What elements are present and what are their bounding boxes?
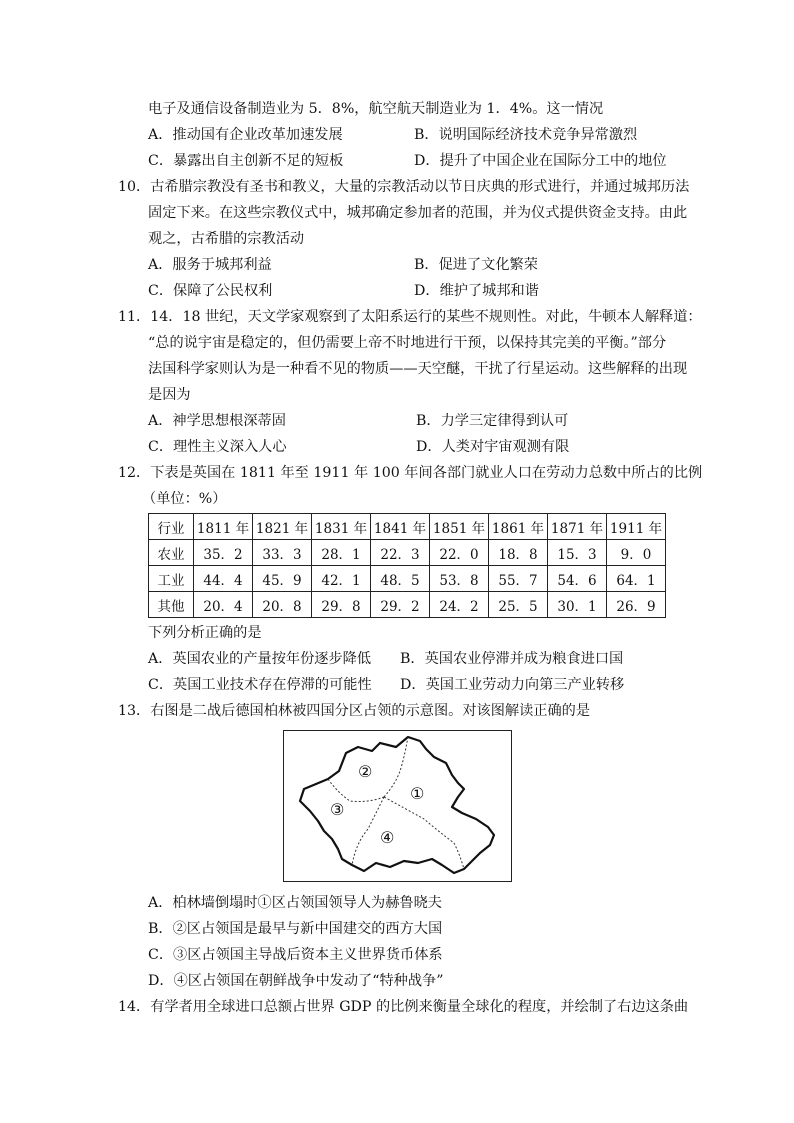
q11-stem-line-1: 11．14．18 世纪，天文学家观察到了太阳系运行的某些不规则性。对此，牛顿本人解释道： [118, 309, 702, 325]
q12-after-table-line: 下列分析正确的是 [148, 625, 262, 641]
q12-option-d: D．英国工业劳动力向第三产业转移 [400, 677, 625, 693]
q12-option-b: B．英国农业停滞并成为粮食进口国 [400, 651, 624, 667]
table-cell: 15．3 [548, 540, 607, 566]
q10-option-d: D．维护了城邦和谐 [414, 283, 539, 299]
table-header-cell: 1831 年 [312, 514, 371, 540]
table-cell: 48．5 [371, 566, 430, 592]
table-cell: 22．3 [371, 540, 430, 566]
table-cell: 45．9 [253, 566, 312, 592]
table-header-cell: 1841 年 [371, 514, 430, 540]
q9-option-b: B．说明国际经济技术竞争异常激烈 [414, 127, 638, 143]
table-cell: 29．2 [371, 592, 430, 618]
table-cell: 26．9 [607, 592, 666, 618]
table-row [149, 540, 666, 566]
table-cell: 53．8 [430, 566, 489, 592]
table-header-cell: 1871 年 [548, 514, 607, 540]
q11-stem-line-4: 是因为 [148, 387, 191, 403]
table-cell: 工业 [149, 566, 194, 592]
q12-stem-line-1: 12．下表是英国在 1811 年至 1911 年 100 年间各部门就业人口在劳动力总数中所占的比例 [118, 465, 703, 481]
table-cell: 35．2 [194, 540, 253, 566]
sector-label-4: ④ [380, 828, 395, 847]
table-row [149, 592, 666, 618]
q10-option-a: A．服务于城邦利益 [148, 257, 272, 273]
table-header-cell: 1861 年 [489, 514, 548, 540]
q9-option-d: D．提升了中国企业在国际分工中的地位 [414, 153, 667, 169]
table-header-row [149, 514, 666, 540]
q9-continuation-line: 电子及通信设备制造业为 5．8%，航空航天制造业为 1．4%。这一情况 [148, 101, 604, 117]
q10-option-b: B．促进了文化繁荣 [414, 257, 538, 273]
q9-option-c: C．暴露出自主创新不足的短板 [148, 153, 344, 169]
table-row [149, 566, 666, 592]
table-cell: 44．4 [194, 566, 253, 592]
q13-stem-line: 13．右图是二战后德国柏林被四国分区占领的示意图。对该图解读正确的是 [118, 703, 591, 719]
q9-option-a: A．推动国有企业改革加速发展 [148, 127, 343, 143]
table-cell: 22．0 [430, 540, 489, 566]
table-cell: 20．4 [194, 592, 253, 618]
q11-option-b: B．力学三定律得到认可 [416, 413, 569, 429]
table-cell: 24．2 [430, 592, 489, 618]
q13-option-a: A．柏林墙倒塌时①区占领国领导人为赫鲁晓夫 [148, 895, 442, 911]
q12-stem-line-2: （单位：%） [142, 491, 227, 507]
q11-option-c: C．理性主义深入人心 [148, 439, 287, 455]
sector-label-1: ① [410, 784, 425, 803]
table-cell: 64．1 [607, 566, 666, 592]
q12-option-a: A．英国农业的产量按年份逐步降低 [148, 651, 372, 667]
q13-option-d: D．④区占领国在朝鲜战争中发动了“特种战争” [148, 973, 444, 989]
table-cell: 42．1 [312, 566, 371, 592]
q11-option-a: A．神学思想根深蒂固 [148, 413, 286, 429]
q12-option-c: C．英国工业技术存在停滞的可能性 [148, 677, 372, 693]
table-cell: 30．1 [548, 592, 607, 618]
q11-stem-line-2: “总的说宇宙是稳定的，但仍需要上帝不时地进行干预，以保持其完美的平衡。”部分 [148, 335, 667, 351]
table-header-cell: 1911 年 [607, 514, 666, 540]
table-cell: 54．6 [548, 566, 607, 592]
table-cell: 25．5 [489, 592, 548, 618]
table-cell: 28．1 [312, 540, 371, 566]
q10-stem-line-1: 10．古希腊宗教没有圣书和教义，大量的宗教活动以节日庆典的形式进行，并通过城邦历法 [118, 179, 690, 195]
table-cell: 29．8 [312, 592, 371, 618]
q10-stem-line-3: 观之，古希腊的宗教活动 [148, 231, 305, 247]
sector-label-2: ② [358, 762, 373, 781]
q11-stem-line-3: 法国科学家则认为是一种看不见的物质——天空醚，干扰了行星运动。这些解释的出现 [148, 361, 688, 377]
table-cell: 33．3 [253, 540, 312, 566]
table-header-cell: 1851 年 [430, 514, 489, 540]
table-cell: 55．7 [489, 566, 548, 592]
sector-label-3: ③ [330, 800, 345, 819]
berlin-map-svg [284, 731, 511, 881]
table-header-cell: 1811 年 [194, 514, 253, 540]
q10-stem-line-2: 固定下来。在这些宗教仪式中，城邦确定参加者的范围，并为仪式提供资金支持。由此 [148, 205, 688, 221]
q14-stem-line: 14．有学者用全球进口总额占世界 GDP 的比例来衡量全球化的程度，并绘制了右边这条曲 [118, 999, 689, 1015]
q11-option-d: D．人类对宇宙观测有限 [416, 439, 570, 455]
table-cell: 20．8 [253, 592, 312, 618]
q10-option-c: C．保障了公民权利 [148, 283, 273, 299]
employment-table [148, 513, 666, 618]
table-cell: 其他 [149, 592, 194, 618]
table-cell: 农业 [149, 540, 194, 566]
table-header-cell: 行业 [149, 514, 194, 540]
q13-option-c: C．③区占领国主导战后资本主义世界货币体系 [148, 947, 443, 963]
table-header-cell: 1821 年 [253, 514, 312, 540]
berlin-occupation-map [283, 730, 512, 882]
table-cell: 9．0 [607, 540, 666, 566]
q13-option-b: B．②区占领国是最早与新中国建交的西方大国 [148, 921, 443, 937]
table-cell: 18．8 [489, 540, 548, 566]
